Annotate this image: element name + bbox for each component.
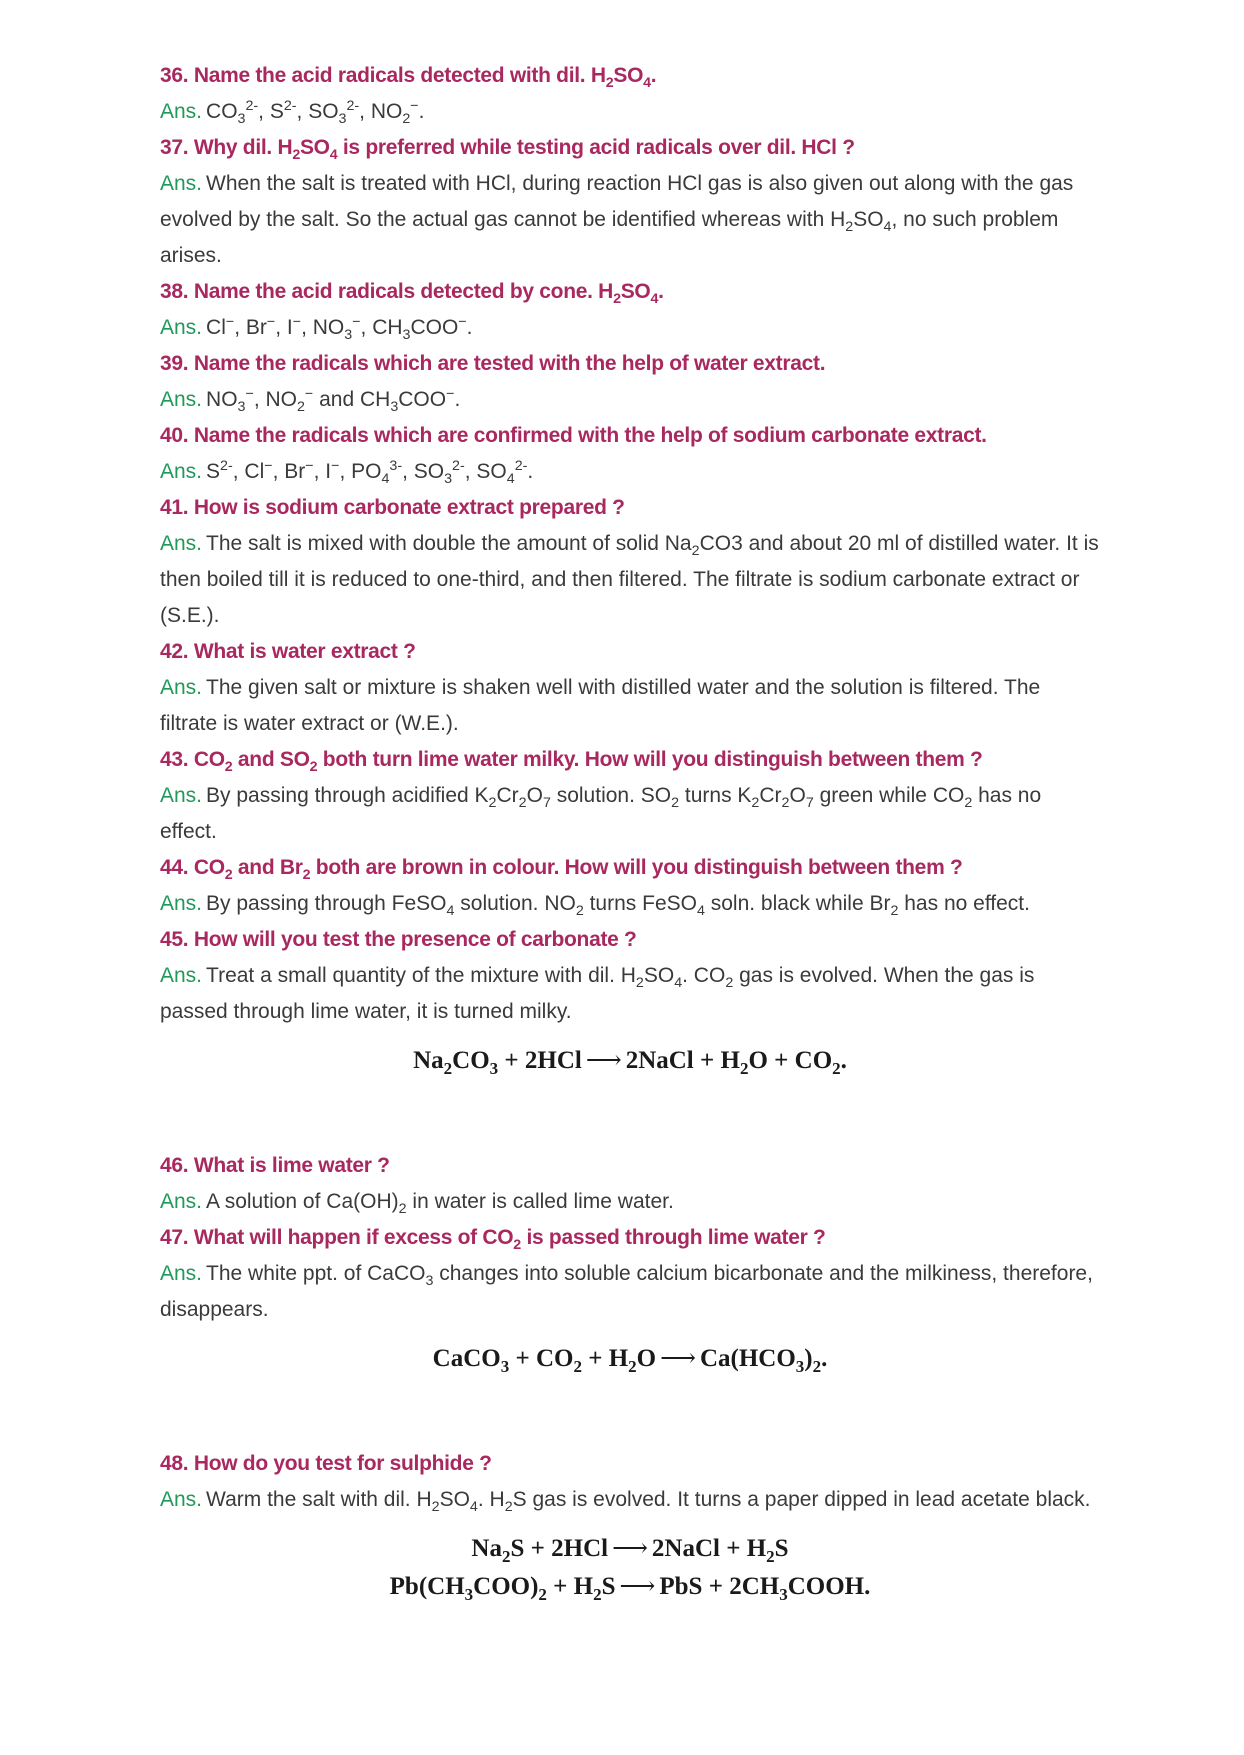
ans-label: Ans. [160,892,203,915]
question-41: 41. How is sodium carbonate extract prepared ? [160,496,625,519]
question-42: 42. What is water extract ? [160,640,416,663]
equation-carbonate: $Na_2CO_3 + 2HCl$ ⟶ 2NaCl + $H_2O + CO_2$. [413,1047,847,1078]
qa-list [160,58,1100,1618]
answer-37: Ans. When the salt is treated with HCl, during reaction HCl gas is also given out along with the gas evolved by the salt. So the actual gas cannot be identified whereas with $H_2SO_4$, no such problem arises. [160,172,1074,267]
equation-lime-water: CaCO$_3$ + $CO_2 + H_2O$ ⟶ $Ca(HCO_3)_2$. [432,1345,828,1376]
arrow-icon: ⟶ [619,1573,656,1600]
answer-36: Ans. $CO_3^{2-}$, $S^{2-}$, $SO_3^{2-}$, $NO_2^-$. [160,98,425,128]
arrow-icon: ⟶ [612,1535,648,1562]
ans-label: Ans. [160,460,203,483]
ans-label: Ans. [160,1190,203,1213]
question-45: 45. How will you test the presence of carbonate ? [160,928,637,951]
answer-42: Ans. The given salt or mixture is shaken well with distilled water and the solution is filtered. The filtrate is water extract or (W.E.). [160,676,1041,735]
question-43: 43. $CO_2$ and $SO_2$ both turn lime water milky. How will you distinguish between them ? [160,748,983,776]
question-37: 37. Why dil. $H_2SO_4$ is preferred while testing acid radicals over dil. HCl ? [160,136,855,164]
question-48: 48. How do you test for sulphide ? [160,1452,492,1475]
ans-label: Ans. [160,1488,203,1511]
ans-label: Ans. [160,100,203,123]
question-40: 40. Name the radicals which are confirmed with the help of sodium carbonate extract. [160,424,987,447]
ans-label: Ans. [160,532,203,555]
arrow-icon: ⟶ [660,1345,696,1372]
ans-label: Ans. [160,964,203,987]
question-36: 36. Name the acid radicals detected with dil. $H_2SO_4$. [160,64,657,92]
answer-38: Ans. Cl−, Br−, I−, $NO_3^-$, $CH_3COO^-$. [160,314,473,344]
question-44: 44. $CO_2$ and $Br_2$ both are brown in colour. How will you distinguish between them ? [160,856,963,884]
answer-40: Ans. $S^{2-}$, Cl−, Br−, I−, $PO_4^{3-}$, $SO_3^{2-}$, $SO_4^{2-}$. [160,458,534,488]
answer-44: Ans. By passing through FeSO$_4$ solution. $NO_2$ turns FeSO$_4$ soln. black while $Br_2$ has no effect. [160,892,1030,920]
question-38: 38. Name the acid radicals detected by cone. $H_2SO_4$. [160,280,664,308]
answer-45: Ans. Treat a small quantity of the mixture with dil. $H_2SO_4$. $CO_2$ gas is evolved. When the gas is passed through lime water, it is turned milky. [160,964,1035,1023]
answer-41: Ans. The salt is mixed with double the amount of solid $Na_2CO3$ and about 20 ml of distilled water. It is then boiled till it is reduced to one-third, and then filtered. The filtrate is sodium carbonate extract or (S.E.). [160,532,1099,627]
ans-label: Ans. [160,172,203,195]
answer-46: Ans. A solution of $Ca(OH)_2$ in water is called lime water. [160,1190,674,1218]
ans-label: Ans. [160,676,203,699]
equation-sulphide-1: $Na_2S + 2HCl$ ⟶ 2NaCl + $H_2S$ [471,1535,789,1566]
question-47: 47. What will happen if excess of $CO_2$ is passed through lime water ? [160,1226,826,1254]
question-46: 46. What is lime water ? [160,1154,390,1177]
ans-label: Ans. [160,1262,203,1285]
answer-48: Ans. Warm the salt with dil. $H_2SO_4$. $H_2S$ gas is evolved. It turns a paper dipped in lead acetate black. [160,1488,1091,1516]
equation-sulphide-2: $Pb(CH_3COO)_2 + H_2S$ ⟶ PbS + $2CH_3COOH$. [389,1573,871,1604]
answer-39: Ans. $NO_3^-$, $NO_2^-$ and $CH_3COO^-$. [160,386,461,416]
arrow-icon: ⟶ [585,1047,622,1074]
answer-43: Ans. By passing through acidified $K_2Cr_2O_7$ solution. $SO_2$ turns $K_2Cr_2O_7$ green while $CO_2$ has no effect. [160,784,1042,843]
question-39: 39. Name the radicals which are tested with the help of water extract. [160,352,826,375]
answer-47: Ans. The white ppt. of CaCO$_3$ changes into soluble calcium bicarbonate and the milkiness, therefore, disappears. [160,1262,1093,1321]
ans-label: Ans. [160,316,203,339]
ans-label: Ans. [160,784,203,807]
ans-label: Ans. [160,388,203,411]
